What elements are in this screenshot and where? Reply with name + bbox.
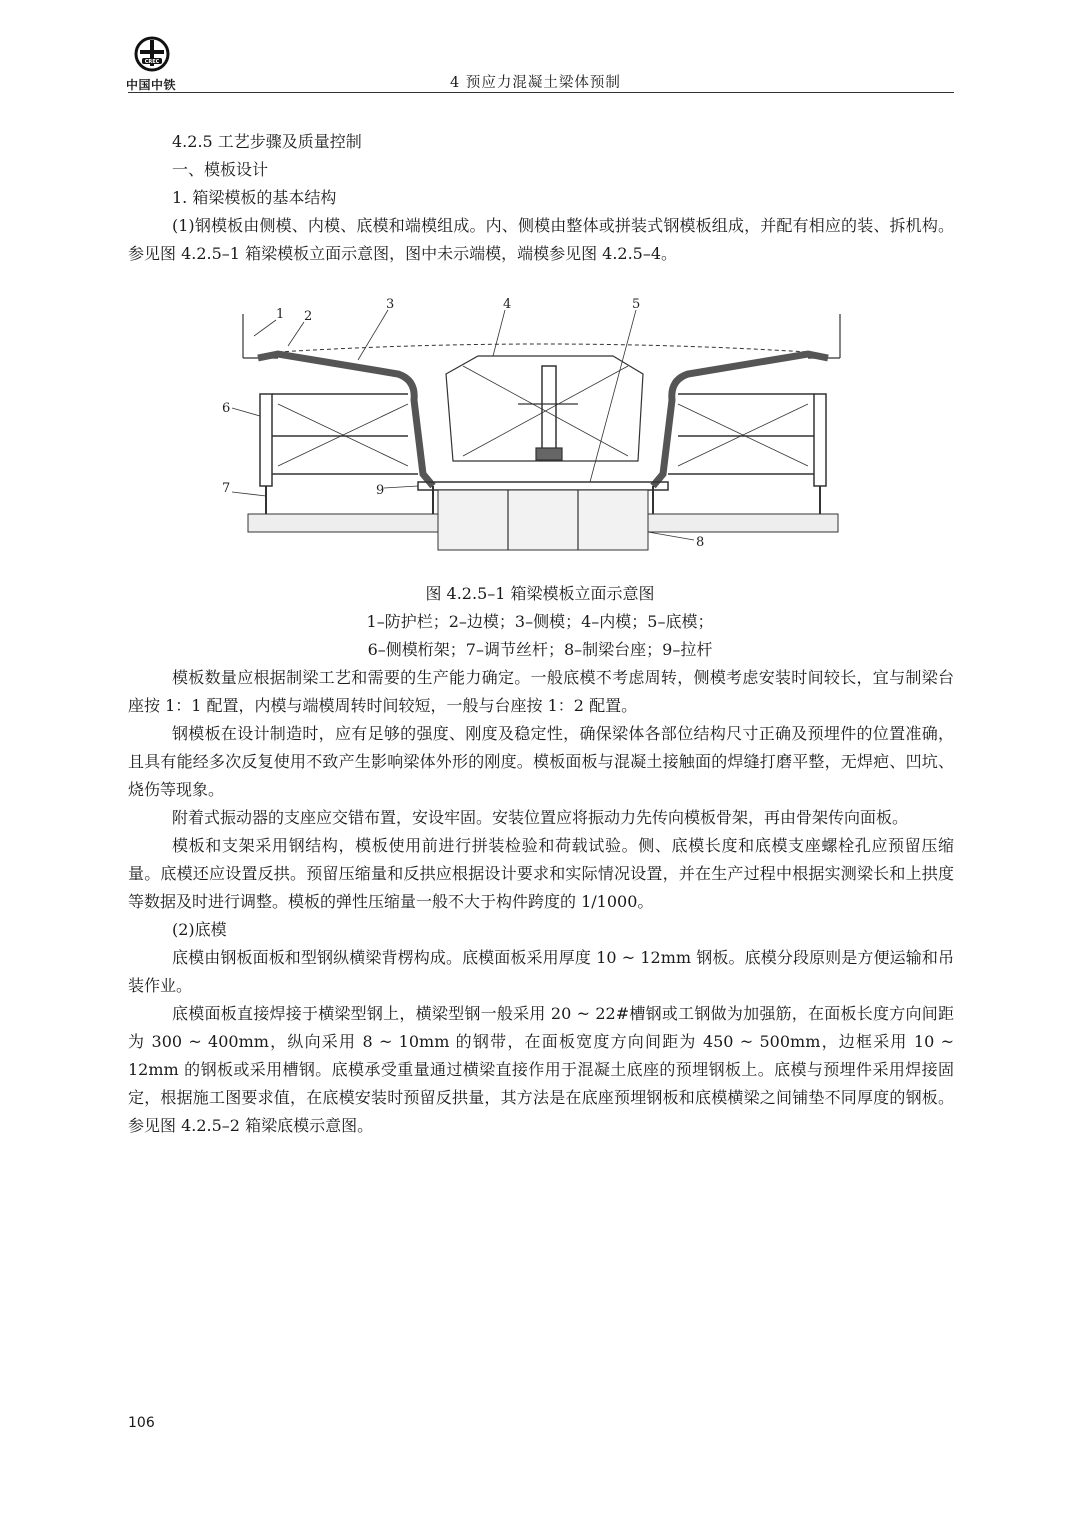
right-pedestal	[648, 514, 838, 532]
callout-6: 6	[222, 401, 231, 416]
paragraph-7: 底模由钢板面板和型钢纵横梁背楞构成。底模面板采用厚度 10 ~ 12mm 钢板。底模分段原则是方便运输和吊装作业。	[128, 948, 954, 995]
callout-5: 5	[632, 297, 641, 312]
callout-4: 4	[503, 297, 512, 312]
right-truss-post	[814, 394, 826, 486]
paragraph-8: 底模面板直接焊接于横梁型钢上，横梁型钢一般采用 20 ~ 22#槽钢或工钢做为加强筋，在面板长度方向间距为 300 ~ 400mm，纵向采用 8 ~ 10mm 的钢带，在面板宽度方向间距为 450 ~ 500mm，边框采用 10 ~ 12mm 的钢板或采用槽钢。底模承受重量通过横梁直接作用于混凝土底座的预埋钢板上。底模与预埋件采用焊接固定，根据施工图要求值，在底模安装时预留反拱量，其方法是在底座预埋钢板和底模横梁之间铺垫不同厚度的钢板。参见图 4.2.5–2 箱梁底模示意图。	[128, 1004, 954, 1135]
paragraph-1: (1)钢模板由侧模、内模、底模和端模组成。内、侧模由整体或拼装式钢模板组成，并配有相应的装、拆机构。参见图 4.2.5–1 箱梁模板立面示意图，图中未示端模，端模参见图 4.2.5–4。	[128, 216, 954, 263]
running-head: 4 预应力混凝土梁体预制	[450, 75, 621, 91]
page-header	[128, 36, 954, 96]
callout-2: 2	[304, 309, 313, 324]
intro-section	[128, 128, 954, 268]
body-section	[128, 664, 954, 1140]
paragraph-4: 附着式振动器的支座应交错布置，安设牢固。安装位置应将振动力先传向模板骨架，再由骨架传向面板。	[172, 808, 909, 827]
box-girder-formwork-diagram	[218, 296, 868, 558]
figure-caption	[0, 580, 1080, 664]
paragraph-3: 钢模板在设计制造时，应有足够的强度、刚度及稳定性，确保梁体各部位结构尺寸正确及预埋件的位置准确，且具有能经多次反复使用不致产生影响梁体外形的刚度。模板面板与混凝土接触面的焊缝打磨平整，无焊疤、凹坑、烧伤等现象。	[128, 724, 954, 799]
crec-logo-icon	[132, 36, 172, 76]
paragraph-2: 模板数量应根据制梁工艺和需要的生产能力确定。一般底模不考虑周转，侧模考虑安装时间较长，宜与制梁台座按 1：1 配置，内模与端模周转时间较短，一般与台座按 1：2 配置。	[128, 668, 954, 715]
caption-legend-2: 6–侧模桁架；7–调节丝杆；8–制梁台座；9–拉杆	[367, 640, 713, 659]
callout-1: 1	[276, 307, 285, 322]
section-title: 4.2.5 工艺步骤及质量控制	[172, 132, 362, 151]
svg-text:CREC: CREC	[144, 59, 160, 65]
logo-text: 中国中铁	[126, 78, 177, 92]
paragraph-6: (2)底模	[172, 920, 227, 939]
figure-4-2-5-1	[218, 296, 868, 558]
caption-legend-1: 1–防护栏；2–边模；3–侧模；4–内模；5–底模；	[366, 612, 714, 631]
left-pedestal	[248, 514, 438, 532]
callout-7: 7	[222, 481, 231, 496]
callout-3: 3	[386, 297, 395, 312]
paragraph-5: 模板和支架采用钢结构，模板使用前进行拼装检验和荷载试验。侧、底模长度和底模支座螺栓孔应预留压缩量。底模还应设置反拱。预留压缩量和反拱应根据设计要求和实际情况设置，并在生产过程中根据实测梁长和上拱度等数据及时进行调整。模板的弹性压缩量一般不大于构件跨度的 1/1000。	[128, 836, 954, 911]
callout-9: 9	[376, 483, 385, 498]
left-side-mold	[258, 354, 433, 486]
right-side-mold	[653, 354, 828, 486]
left-truss-post	[260, 394, 272, 486]
callout-8: 8	[696, 535, 705, 550]
beam-pedestal	[438, 490, 648, 550]
crec-logo	[128, 36, 180, 96]
item-title: 1. 箱梁模板的基本结构	[172, 188, 337, 207]
sub-title: 一、模板设计	[172, 160, 269, 179]
page-number: 106	[128, 1415, 155, 1431]
bottom-mold	[418, 482, 668, 490]
inner-mold	[446, 356, 643, 461]
caption-title: 图 4.2.5–1 箱梁模板立面示意图	[425, 584, 655, 603]
header-rule	[128, 92, 954, 93]
